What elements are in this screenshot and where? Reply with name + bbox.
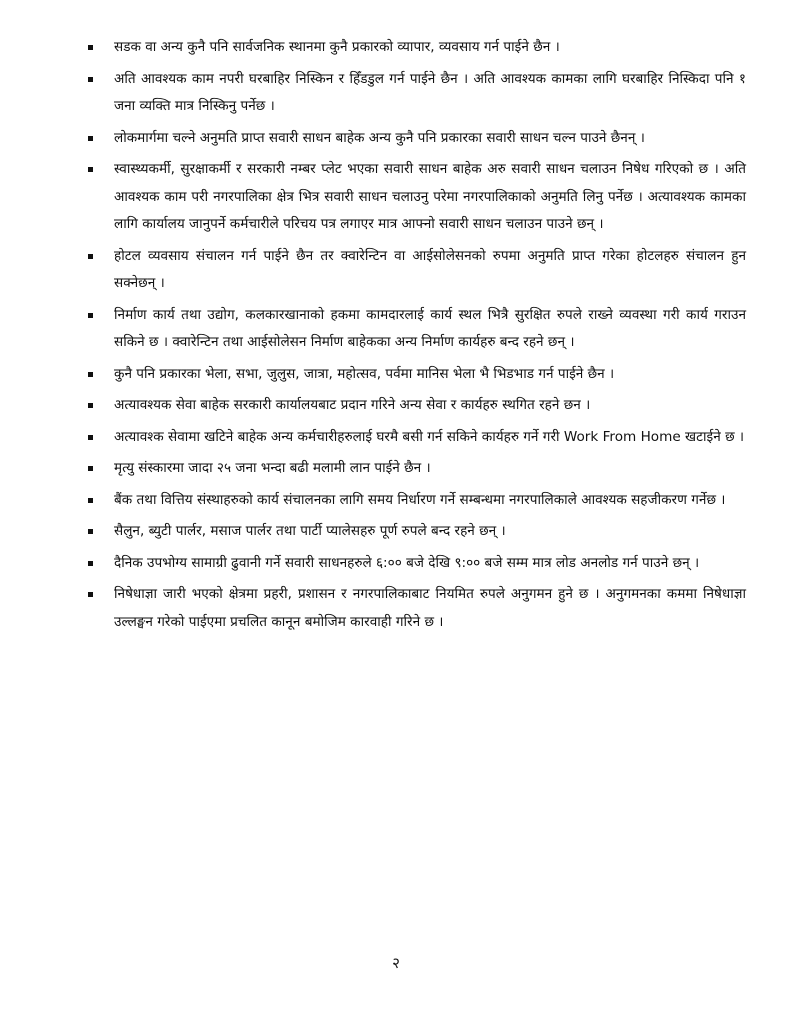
page-number: २ — [392, 954, 400, 972]
bullet-icon — [88, 167, 93, 172]
list-item — [86, 487, 746, 515]
list-item — [86, 243, 746, 298]
bullet-icon — [88, 45, 93, 50]
list-item — [86, 34, 746, 62]
list-item-text: अत्यावश्क सेवामा खटिने बाहेक अन्य कर्मचारीहरुलाई घरमै बसी गर्न सकिने कार्यहरु गर्ने गरी Work From Home खटाईने छ । — [114, 428, 745, 445]
list-item-text: लोकमार्गमा चल्ने अनुमति प्राप्त सवारी साधन बाहेक अन्य कुनै पनि प्रकारका सवारी साधन चल्न पाउने छैनन् । — [114, 129, 645, 146]
list-item-text: अत्यावश्यक सेवा बाहेक सरकारी कार्यालयबाट प्रदान गरिने अन्य सेवा र कार्यहरु स्थगित रहने छन । — [114, 397, 591, 413]
list-item — [86, 66, 746, 121]
list-item-text: स्वास्थ्यकर्मी, सुरक्षाकर्मी र सरकारी नम्बर प्लेट भएका सवारी साधन बाहेक अरु सवारी साधन चलाउन निषेध गरिएको छ । अति आवश्यक काम परी नगरपालिका क्षेत्र भित्र सवारी साधन चलाउनु परेमा नगरपालिकाको अनुमति लिनु पर्नेछ । अत्यावश्यक कामका लागि कार्यालय जानुपर्ने कर्मचारीले परिचय पत्र लगाएर मात्र आफ्नो सवारी साधन चलाउन पाउने छन् । — [114, 161, 746, 232]
bullet-icon — [88, 592, 93, 597]
list-item-text: कुनै पनि प्रकारका भेला, सभा, जुलुस, जात्रा, महोत्सव, पर्वमा मानिस भेला भै भिडभाड गर्न पाईने छैन । — [114, 365, 615, 382]
list-item-text: होटल व्यवसाय संचालन गर्न पाईने छैन तर क्वारेन्टिन वा आईसोलेसनको रुपमा अनुमति प्राप्त गरेका होटलहरु संचालन हुन सक्नेछन् । — [114, 247, 746, 291]
bullet-icon — [88, 136, 93, 141]
list-item — [86, 550, 746, 578]
list-item — [86, 361, 746, 389]
list-item — [86, 302, 746, 357]
list-item — [86, 455, 746, 483]
list-item-text: अति आवश्यक काम नपरी घरबाहिर निस्किन र हिँडडुल गर्न पाईने छैन । अति आवश्यक कामका लागि घरबाहिर निस्किदा पनि १ जना व्यक्ति मात्र निस्किनु पर्नेछ । — [114, 70, 746, 114]
list-item — [86, 392, 746, 420]
list-item-text: निर्माण कार्य तथा उद्योग, कलकारखानाको हकमा कामदारलाई कार्य स्थल भित्रै सुरक्षित रुपले राख्ने व्यवस्था गरी कार्य गराउन सकिने छ । क्वारेन्टिन तथा आईसोलेसन निर्माण बाहेकका अन्य निर्माण कार्यहरु बन्द रहने छन् । — [114, 306, 746, 350]
bullet-icon — [88, 435, 93, 440]
list-item — [86, 125, 746, 153]
bullet-icon — [88, 529, 93, 534]
list-item — [86, 581, 746, 636]
bullet-icon — [88, 77, 93, 82]
list-item-text: सैलुन, ब्युटी पार्लर, मसाज पार्लर तथा पार्टी प्यालेसहरु पूर्ण रुपले बन्द रहने छन् । — [114, 523, 506, 539]
bullet-icon — [88, 466, 93, 471]
bullet-icon — [88, 561, 93, 566]
bullet-icon — [88, 372, 93, 377]
list-item — [86, 424, 746, 452]
list-item — [86, 156, 746, 239]
list-item-text: निषेधाज्ञा जारी भएको क्षेत्रमा प्रहरी, प्रशासन र नगरपालिकाबाट नियमित रुपले अनुगमन हुने छ । अनुगमनका कममा निषेधाज्ञा उल्लङ्घन गरेको पाईएमा प्रचलित कानून बमोजिम कारवाही गरिने छ । — [114, 586, 746, 630]
restriction-bullet-list — [86, 34, 746, 640]
list-item-text: सडक वा अन्य कुनै पनि सार्वजनिक स्थानमा कुनै प्रकारको व्यापार, व्यवसाय गर्न पाईने छैन । — [114, 39, 560, 55]
bullet-icon — [88, 498, 93, 503]
list-item-text: बैंक तथा वित्तिय संस्थाहरुको कार्य संचालनका लागि समय निर्धारण गर्ने सम्बन्धमा नगरपालिकाले आवश्यक सहजीकरण गर्नेछ । — [114, 491, 726, 508]
list-item-text: दैनिक उपभोग्य सामाग्री ढुवानी गर्ने सवारी साधनहरुले ६:०० बजे देखि ९:०० बजे सम्म मात्र लोड अनलोड गर्न पाउने छन् । — [114, 554, 700, 571]
list-item — [86, 518, 746, 546]
bullet-icon — [88, 403, 93, 408]
bullet-icon — [88, 254, 93, 259]
list-item-text: मृत्यु संस्कारमा जादा २५ जना भन्दा बढी मलामी लान पाईने छैन । — [114, 460, 431, 476]
bullet-icon — [88, 313, 93, 318]
